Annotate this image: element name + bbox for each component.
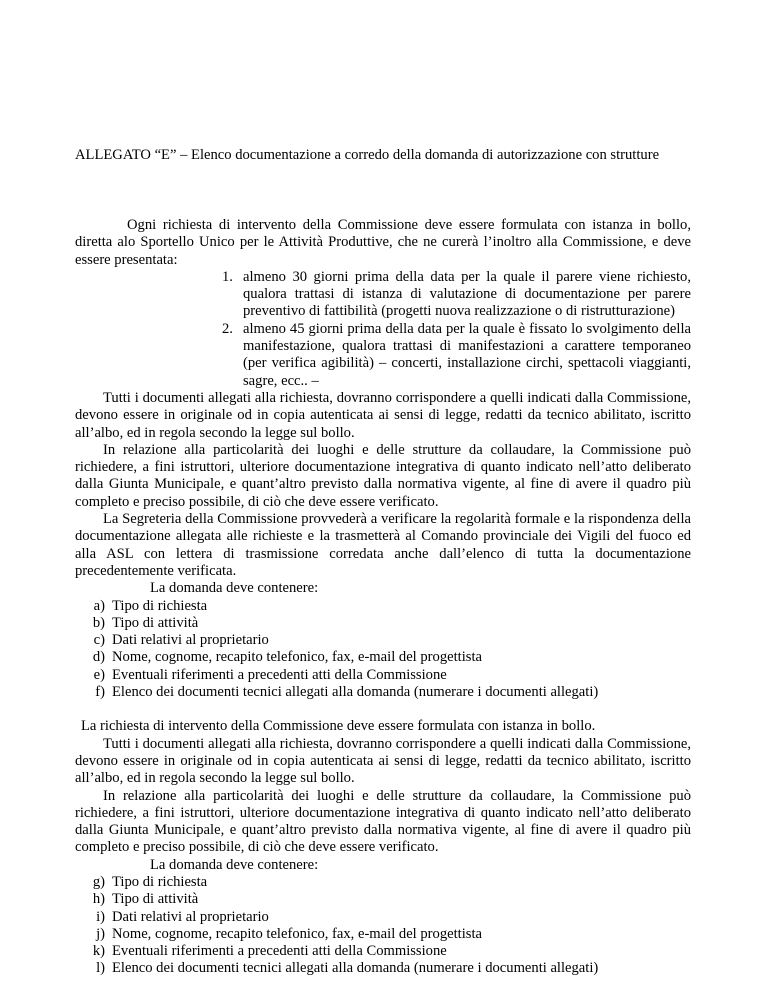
list-item <box>75 960 691 977</box>
integration-paragraph-2: In relazione alla particolarità dei luoghi e delle strutture da collaudare, la Commissione può richiedere, a fini istruttori, ulteriore documentazione integrativa di quanto indicato nell’atto deliberato dalla Giunta Municipale, e quant’altro previsto dalla normativa vigente, al fine di avere il quadro più completo e preciso possibile, di ciò che deve essere verificato. <box>75 787 691 856</box>
list-letter: i) <box>96 908 105 925</box>
list-letter: j) <box>96 925 105 942</box>
item-text: almeno 30 giorni prima della data per la quale il parere viene richiesto, qualora trattasi di istanza di valutazione di documentazione per parere preventivo di fattibilità (progetti nuova realizzazione o di ristrutturazione) <box>243 268 691 320</box>
item-text: almeno 45 giorni prima della data per la quale è fissato lo svolgimento della manifestazione, qualora trattasi di manifestazioni a carattere temporaneo (per verifica agibilità) – concerti, installazione circhi, spettacoli viaggianti, sagre, ecc.. – <box>243 320 691 389</box>
secretariat-paragraph: La Segreteria della Commissione provvederà a verificare la regolarità formale e la rispondenza della documentazione allegata alle richieste e la trasmetterà al Comando provinciale dei Vigili del fuoco ed alla ASL con lettera di trasmissione corredata anche dall’elenco di tutta la documentazione precedentemente verificata. <box>75 511 691 579</box>
documents-paragraph-2: Tutti i documenti allegati alla richiesta, dovranno corrispondere a quelli indicati dalla Commissione, devono essere in originale od in copia autenticata ai sensi di legge, redatti da tecnico abilitato, iscritto all’albo, ed in regola secondo la legge sul bollo. <box>75 735 691 787</box>
list-text: Eventuali riferimenti a precedenti atti della Commissione <box>112 943 447 960</box>
list-letter: a) <box>93 597 105 614</box>
list-item <box>75 667 691 684</box>
list-letter: f) <box>95 684 105 701</box>
list-text: Dati relativi al proprietario <box>112 632 269 649</box>
request-contents-label: La domanda deve contenere: <box>150 580 319 597</box>
list-item <box>75 926 691 943</box>
list-letter: k) <box>92 943 105 960</box>
list-letter: g) <box>92 873 105 890</box>
list-text: Elenco dei documenti tecnici allegati alla domanda (numerare i documenti allegati) <box>112 684 599 701</box>
list-letter: e) <box>93 666 105 683</box>
paragraph-gap <box>75 701 691 718</box>
list-item <box>75 598 691 615</box>
item-number: 2. <box>222 320 233 337</box>
list-text: Dati relativi al proprietario <box>112 908 269 925</box>
list-item <box>75 632 691 649</box>
request-paragraph: La richiesta di intervento della Commissione deve essere formulata con istanza in bollo. <box>81 718 596 735</box>
list-item <box>75 684 691 701</box>
list-text: Nome, cognome, recapito telefonico, fax, e-mail del progettista <box>112 925 482 942</box>
list-letter: d) <box>92 649 105 666</box>
list-letter: b) <box>92 614 105 631</box>
list-item <box>75 891 691 908</box>
list-text: Tipo di attività <box>112 891 199 908</box>
list-item <box>75 874 691 891</box>
numbered-item <box>75 269 691 321</box>
document-title: ALLEGATO “E” – Elenco documentazione a corredo della domanda di autorizzazione con strutture <box>75 147 660 163</box>
list-text: Tipo di richiesta <box>112 597 208 614</box>
request-contents-label-2: La domanda deve contenere: <box>150 856 319 873</box>
list-text: Elenco dei documenti tecnici allegati alla domanda (numerare i documenti allegati) <box>112 960 599 977</box>
list-item <box>75 649 691 666</box>
integration-paragraph: In relazione alla particolarità dei luoghi e delle strutture da collaudare, la Commissione può richiedere, a fini istruttori, ulteriore documentazione integrativa di quanto indicato nell’atto deliberato dalla Giunta Municipale, e quant’altro previsto dalla normativa vigente, al fine di avere il quadro più completo e preciso possibile, di ciò che deve essere verificato. <box>75 441 691 510</box>
list-text: Eventuali riferimenti a precedenti atti della Commissione <box>112 666 447 683</box>
list-letter: c) <box>93 632 105 649</box>
numbered-item <box>75 321 691 390</box>
list-item <box>75 943 691 960</box>
item-number: 1. <box>222 268 233 285</box>
list-letter: h) <box>92 891 105 908</box>
list-item <box>75 909 691 926</box>
documents-paragraph: Tutti i documenti allegati alla richiesta, dovranno corrispondere a quelli indicati dalla Commissione, devono essere in originale od in copia autenticata ai sensi di legge, redatti da tecnico abilitato, iscritto all’albo, ed in regola secondo la legge sul bollo. <box>75 389 691 441</box>
list-text: Nome, cognome, recapito telefonico, fax, e-mail del progettista <box>112 649 482 666</box>
list-letter: l) <box>96 960 105 977</box>
document-body <box>75 217 691 978</box>
intro-paragraph: Ogni richiesta di intervento della Commissione deve essere formulata con istanza in bollo, diretta alo Sportello Unico per le Attività Produttive, che ne curerà l’inoltro alla Commissione, e deve essere presentata: <box>75 217 691 268</box>
list-text: Tipo di attività <box>112 614 199 631</box>
list-item <box>75 615 691 632</box>
list-text: Tipo di richiesta <box>112 873 208 890</box>
